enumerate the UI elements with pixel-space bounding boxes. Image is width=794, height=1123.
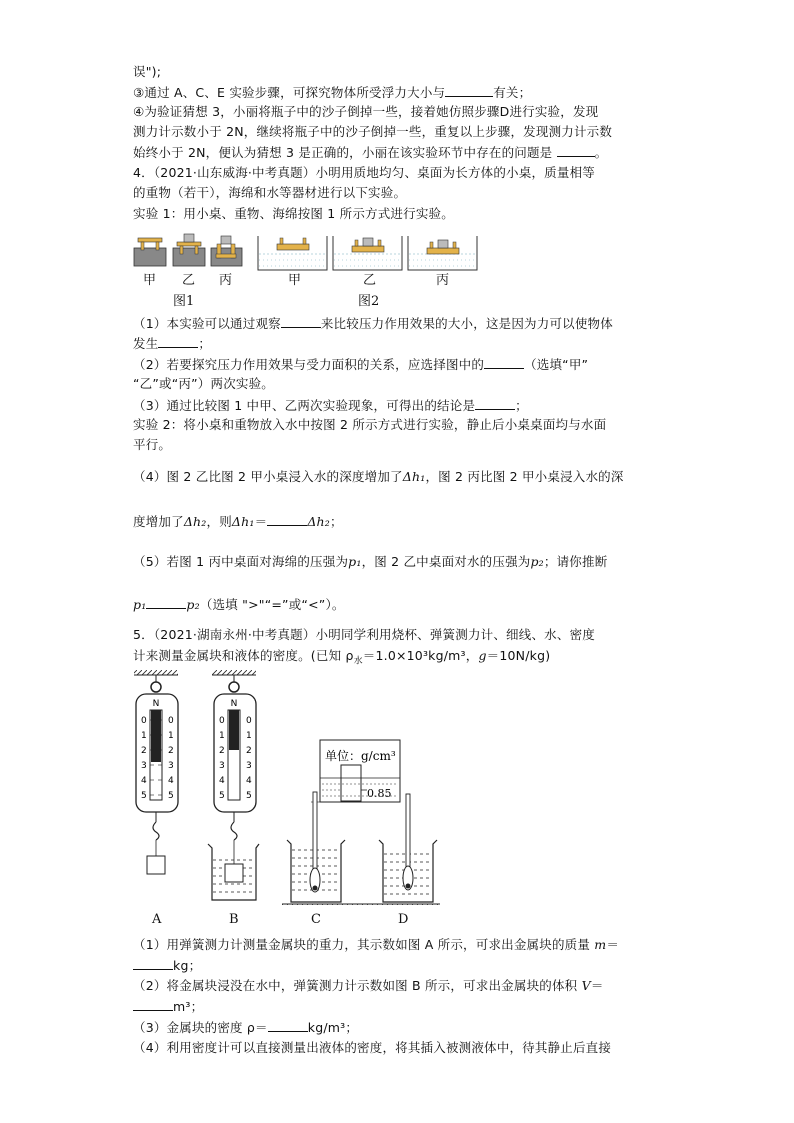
fig1-label-jia: 甲 xyxy=(143,273,157,288)
svg-text:5: 5 xyxy=(246,791,252,801)
svg-text:1: 1 xyxy=(219,731,225,741)
question-5-header: 5．（2021·湖南永州·中考真题）小明同学利用烧杯、弹簧测力计、细线、水、密度 xyxy=(133,627,595,642)
svg-text:0.85: 0.85 xyxy=(367,787,392,800)
question-4-5: （5）若图 1 丙中桌面对海绵的压强为p₁，图 2 乙中桌面对水的压强为p₂；请你推断 xyxy=(133,554,608,569)
svg-text:3: 3 xyxy=(168,761,174,771)
line-1: 误"); xyxy=(133,64,162,79)
svg-text:3: 3 xyxy=(219,761,225,771)
fig1-jia xyxy=(134,238,166,266)
answer-blank[interactable] xyxy=(484,356,524,369)
fig1-label-yi: 乙 xyxy=(182,273,196,288)
question-4-2-cont: “乙”或“丙”）两次实验。 xyxy=(133,376,275,391)
svg-text:N: N xyxy=(230,699,238,709)
svg-text:1: 1 xyxy=(141,731,147,741)
figure-q5-apparatus xyxy=(132,670,442,905)
answer-blank[interactable] xyxy=(445,84,493,97)
answer-blank[interactable] xyxy=(267,513,307,526)
svg-text:2: 2 xyxy=(219,746,225,756)
svg-text:5: 5 xyxy=(219,791,225,801)
question-4-2: （2）若要探究压力作用效果与受力面积的关系，应选择图中的 （选填“甲” xyxy=(133,357,589,372)
question-4-exp2: 实验 2：将小桌和重物放入水中按图 2 所示方式进行实验，静止后小桌桌面均与水面 xyxy=(133,417,607,432)
question-5-3: （3）金属块的密度 ρ＝ kg/m³； xyxy=(133,1020,359,1035)
fig1-bing xyxy=(211,236,242,266)
svg-text:N: N xyxy=(152,699,160,709)
question-5-1-cont: kg； xyxy=(133,957,201,974)
question-4-1-cont: 发生 ； xyxy=(133,336,212,351)
question-3-step4-line3: 始终小于 2N，便认为猜想 3 是正确的，小丽在该实验环节中存在的问题是 。 xyxy=(133,145,608,160)
answer-blank[interactable] xyxy=(268,1019,308,1032)
question-3-step4-line2: 测力计示数小于 2N，继续将瓶子中的沙子倒掉一些，重复以上步骤，发现测力计示数 xyxy=(133,124,613,139)
answer-blank[interactable] xyxy=(281,315,321,328)
question-4-exp2-cont: 平行。 xyxy=(133,437,172,452)
svg-text:0: 0 xyxy=(246,716,252,726)
fig-q5-label-b: B xyxy=(229,912,239,927)
fig1-label-bing: 丙 xyxy=(219,273,233,288)
apparatus-d-hydrometer xyxy=(379,794,437,902)
svg-text:4: 4 xyxy=(168,776,174,786)
answer-blank[interactable] xyxy=(146,596,186,609)
question-4-4: （4）图 2 乙比图 2 甲小桌浸入水的深度增加了Δh₁，图 2 丙比图 2 甲小桌浸入水的深 xyxy=(133,469,624,484)
svg-text:4: 4 xyxy=(219,776,225,786)
svg-text:5: 5 xyxy=(141,791,147,801)
svg-text:2: 2 xyxy=(141,746,147,756)
question-5-intro: 计来测量金属块和液体的密度。(已知 $\rho_水=1.0\times 10^3kg/m^3$，g＝10N/kg) xyxy=(133,648,551,667)
svg-text:4: 4 xyxy=(246,776,252,786)
question-3-step3: ③通过 A、C、E 实验步骤，可探究物体所受浮力大小与 有关； xyxy=(133,85,532,100)
question-4-1: （1）本实验可以通过观察 来比较压力作用效果的大小，这是因为力可以使物体 xyxy=(133,316,613,331)
fig2-bing xyxy=(408,236,477,270)
fig2-jia xyxy=(258,236,327,270)
svg-text:2: 2 xyxy=(246,746,252,756)
fig2-label-bing: 丙 xyxy=(436,273,450,288)
svg-text:3: 3 xyxy=(141,761,147,771)
svg-text:1: 1 xyxy=(246,731,252,741)
answer-blank[interactable] xyxy=(475,397,515,410)
svg-text:单位：g/cm³: 单位：g/cm³ xyxy=(325,749,396,763)
answer-blank[interactable] xyxy=(133,998,173,1011)
fig2-yi xyxy=(333,236,402,270)
fig2-label-yi: 乙 xyxy=(363,273,377,288)
apparatus-a-spring-scale xyxy=(134,670,178,874)
question-4-header: 4．（2021·山东威海·中考真题）小明用质地均匀、桌面为长方体的小桌，质量相等 xyxy=(133,165,595,180)
answer-blank[interactable] xyxy=(133,957,173,970)
question-5-2-cont: m³； xyxy=(133,998,203,1015)
question-4-exp1: 实验 1：用小桌、重物、海绵按图 1 所示方式进行实验。 xyxy=(133,206,454,221)
svg-text:0: 0 xyxy=(141,716,147,726)
question-4-4-cont: 度增加了Δh₂，则Δh₁＝ Δh₂； xyxy=(133,514,343,529)
question-3-step4-line1: ④为验证猜想 3，小丽将瓶子中的沙子倒掉一些，接着她仿照步骤D进行实验，发现 xyxy=(133,104,599,119)
question-4-intro: 的重物（若干），海绵和水等器材进行以下实验。 xyxy=(133,185,407,200)
fig-q5-label-d: D xyxy=(398,912,409,927)
fig1-yi xyxy=(173,234,205,266)
answer-blank[interactable] xyxy=(158,335,198,348)
fig1-caption: 图1 xyxy=(173,294,195,309)
fig2-caption: 图2 xyxy=(358,294,380,309)
question-4-5-cont: p₁ p₂（选填 ">"“=”或“<”）。 xyxy=(133,597,345,612)
svg-text:3: 3 xyxy=(246,761,252,771)
svg-text:4: 4 xyxy=(141,776,147,786)
answer-blank[interactable] xyxy=(557,144,595,157)
question-5-2: （2）将金属块浸没在水中，弹簧测力计示数如图 B 所示，可求出金属块的体积 V＝ xyxy=(133,978,604,993)
svg-text:2: 2 xyxy=(168,746,174,756)
apparatus-b-spring-scale-in-water xyxy=(208,670,259,900)
svg-text:0: 0 xyxy=(219,716,225,726)
svg-text:1: 1 xyxy=(168,731,174,741)
figure-2-water-tanks xyxy=(257,230,479,272)
svg-text:0: 0 xyxy=(168,716,174,726)
fig-q5-label-c: C xyxy=(311,912,321,927)
question-5-1: （1）用弹簧测力计测量金属块的重力，其示数如图 A 所示，可求出金属块的质量 m＝ xyxy=(133,937,620,952)
svg-text:5: 5 xyxy=(168,791,174,801)
fig-q5-label-a: A xyxy=(152,912,162,927)
question-4-3: （3）通过比较图 1 中甲、乙两次实验现象，可得出的结论是 ； xyxy=(133,398,528,413)
fig2-label-jia: 甲 xyxy=(288,273,302,288)
question-5-4: （4）利用密度计可以直接测量出液体的密度，将其插入被测液体中，待其静止后直接 xyxy=(133,1040,612,1055)
